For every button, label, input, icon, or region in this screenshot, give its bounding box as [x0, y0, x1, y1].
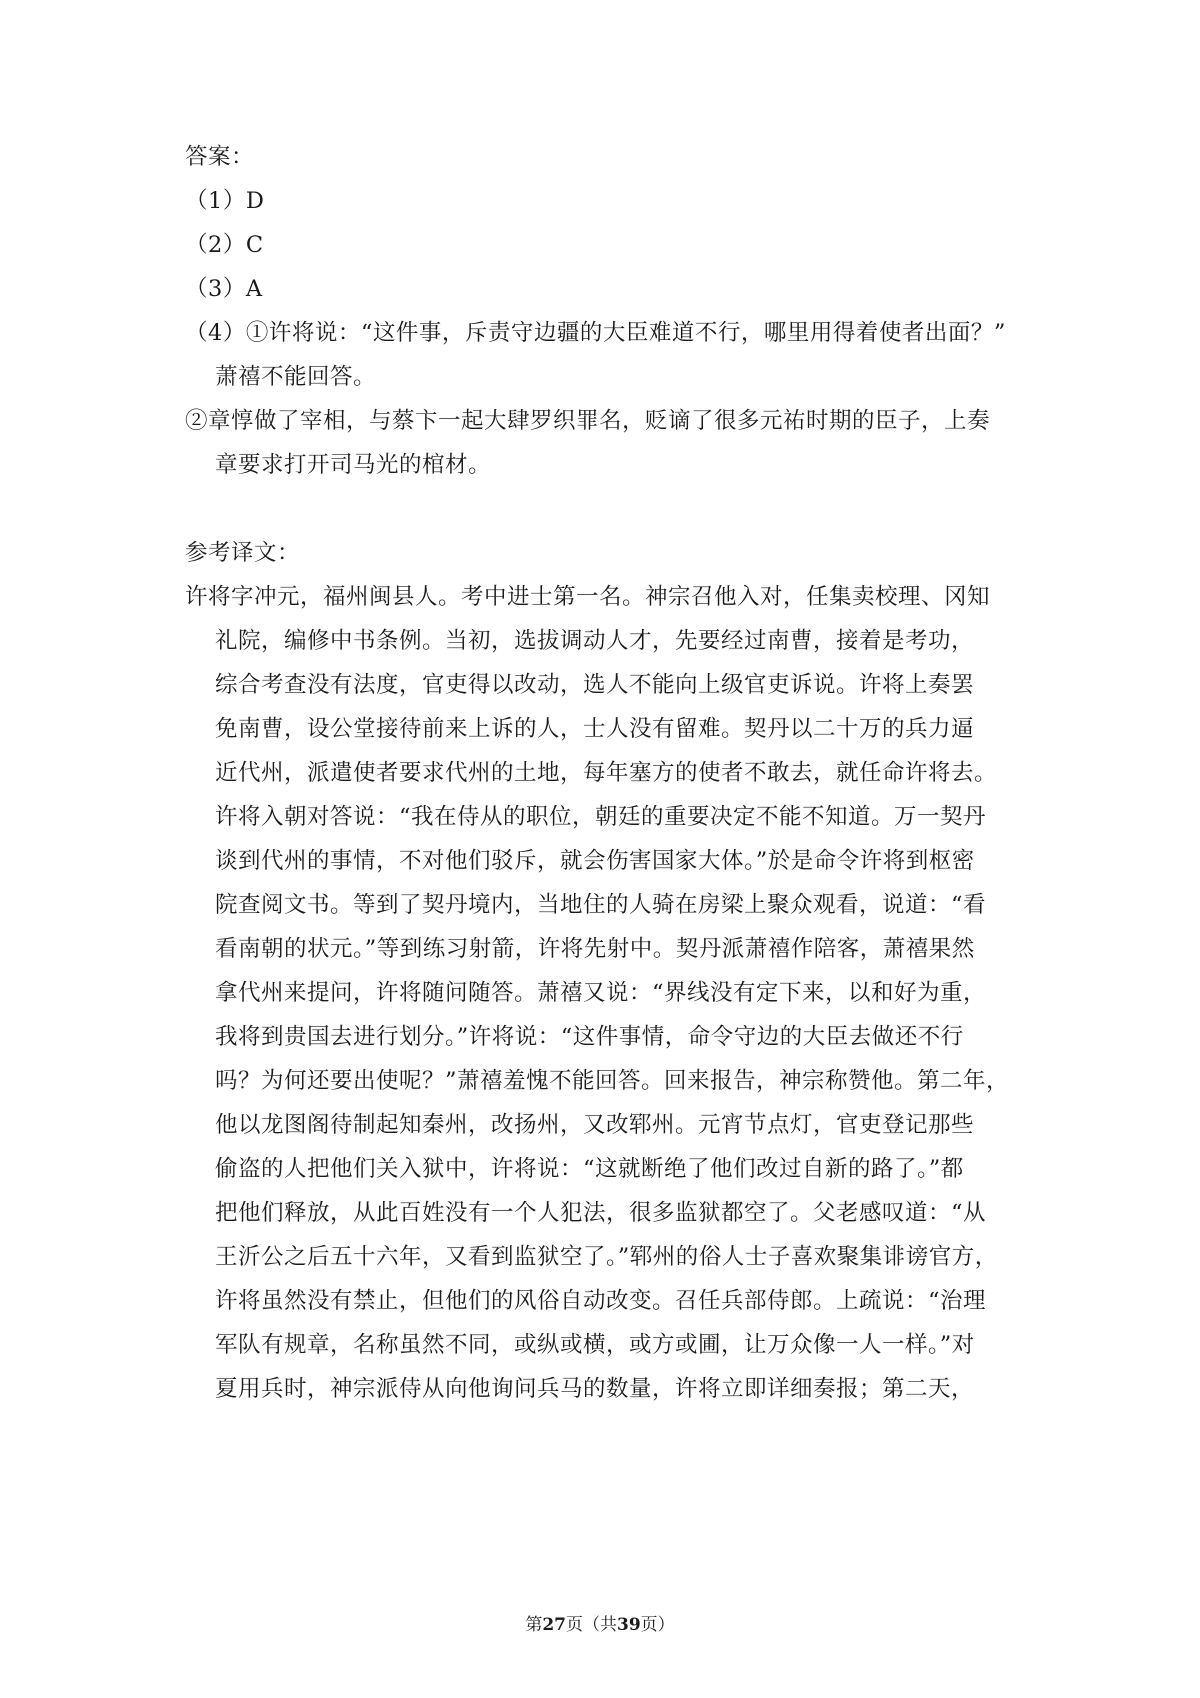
- page-footer: [0, 1613, 1200, 1637]
- translation-line: 礼院，编修中书条例。当初，选拔调动人才，先要经过南曹，接着是考功，: [215, 628, 975, 654]
- translation-line: 偷盗的人把他们关入狱中，许将说：“这就断绝了他们改过自新的路了。”都: [215, 1156, 964, 1182]
- answer-1: （1）D: [185, 188, 265, 214]
- translation-line: 王沂公之后五十六年，又看到监狱空了。”郓州的俗人士子喜欢聚集诽谤官方，: [215, 1244, 998, 1270]
- answer-4-line-1: （4）①许将说：“这件事，斥责守边疆的大臣难道不行，哪里用得着使者出面？”: [185, 320, 1006, 346]
- footer-suffix: 页）: [640, 1615, 675, 1635]
- footer-middle: 页（共: [566, 1615, 617, 1635]
- translation-line: 院查阅文书。等到了契丹境内，当地住的人骑在房梁上聚众观看，说道：“看: [215, 892, 987, 918]
- footer-page-number: 27: [542, 1615, 566, 1635]
- footer-prefix: 第: [525, 1615, 543, 1635]
- translation-line: 免南曹，设公堂接待前来上诉的人，士人没有留难。契丹以二十万的兵力逼: [215, 716, 975, 742]
- translation-line: 把他们释放，从此百姓没有一个人犯法，很多监狱都空了。父老感叹道：“从: [215, 1200, 987, 1226]
- answer-2: （2）C: [185, 232, 264, 258]
- translation-line: 近代州，派遣使者要求代州的土地，每年塞方的使者不敢去，就任命许将去。: [215, 760, 998, 786]
- translation-line: 许将虽然没有禁止，但他们的风俗自动改变。召任兵部侍郎。上疏说：“治理: [215, 1288, 987, 1314]
- translation-line: 看南朝的状元。”等到练习射箭，许将先射中。契丹派萧禧作陪客，萧禧果然: [215, 936, 975, 962]
- translation-line: 谈到代州的事情，不对他们驳斥，就会伤害国家大体。”於是命令许将到枢密: [215, 848, 975, 874]
- answer-4-line-2: 萧禧不能回答。: [215, 364, 377, 390]
- answer-4-line-4: 章要求打开司马光的棺材。: [215, 452, 492, 478]
- translation-line: 他以龙图阁待制起知秦州，改扬州，又改郓州。元宵节点灯，官吏登记那些: [215, 1112, 975, 1138]
- translation-line: 我将到贵国去进行划分。”许将说：“这件事情，命令守边的大臣去做还不行: [215, 1024, 964, 1050]
- answers-heading: 答案：: [185, 144, 255, 170]
- translation-line: 拿代州来提问，许将随问随答。萧禧又说：“界线没有定下来，以和好为重，: [215, 980, 987, 1006]
- footer-total-pages: 39: [617, 1615, 641, 1635]
- answer-4-line-3: ②章惇做了宰相，与蔡卞一起大肆罗织罪名，贬谪了很多元祐时期的臣子，上奏: [185, 408, 991, 434]
- translation-line: 许将字冲元，福州闽县人。考中进士第一名。神宗召他入对，任集卖校理、冈知: [185, 584, 991, 610]
- translation-line: 军队有规章，名称虽然不同，或纵或横，或方或圃，让万众像一人一样。”对: [215, 1332, 975, 1358]
- translation-line: 夏用兵时，神宗派侍从向他询问兵马的数量，许将立即详细奏报；第二天，: [215, 1376, 975, 1402]
- translation-line: 综合考查没有法度，官吏得以改动，选人不能向上级官吏诉说。许将上奏罢: [215, 672, 975, 698]
- translation-line: 吗？为何还要出使呢？”萧禧羞愧不能回答。回来报告，神宗称赞他。第二年，: [215, 1068, 1010, 1094]
- answer-3: （3）A: [185, 276, 263, 302]
- translation-line: 许将入朝对答说：“我在侍从的职位，朝廷的重要决定不能不知道。万一契丹: [215, 804, 987, 830]
- translation-heading: 参考译文：: [185, 540, 301, 566]
